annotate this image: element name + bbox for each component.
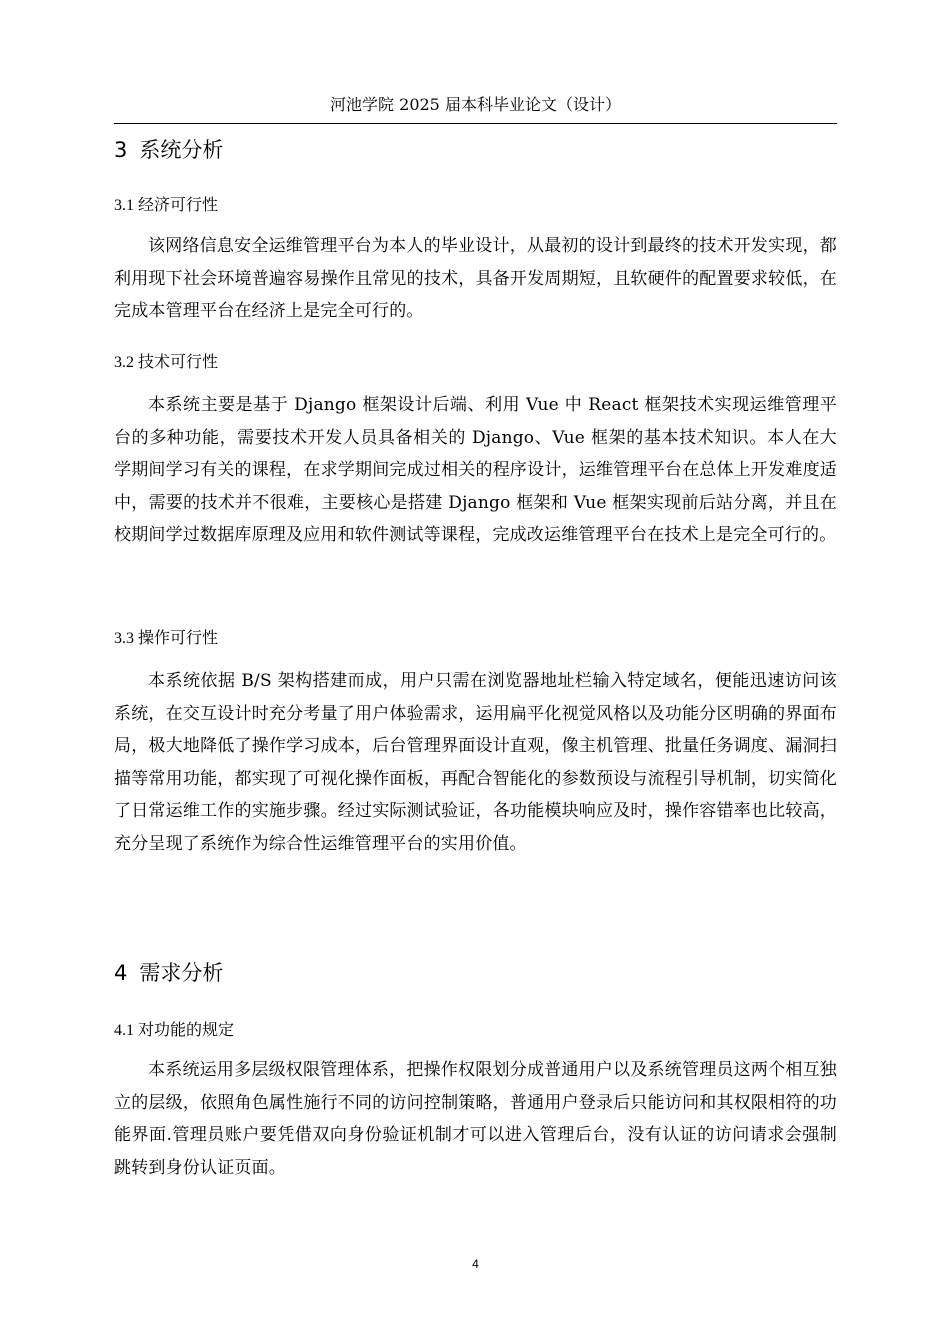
chapter-number: 3: [114, 138, 128, 162]
chapter-heading-3: [114, 135, 837, 165]
section-title: 操作可行性: [138, 628, 219, 647]
section-heading-3-1: [114, 193, 837, 218]
section-number: 3.2: [114, 354, 134, 371]
section-heading-4-1: [114, 1018, 837, 1043]
section-title: 对功能的规定: [138, 1020, 235, 1039]
section-number: 3.3: [114, 630, 134, 647]
section-heading-3-3: [114, 626, 837, 651]
chapter-heading-4: [114, 958, 837, 988]
header-rule: [114, 123, 837, 124]
running-header: 河池学院 2025 届本科毕业论文（设计）: [330, 95, 621, 114]
section-title: 技术可行性: [138, 352, 219, 371]
paragraph-economic-feasibility: 该网络信息安全运维管理平台为本人的毕业设计，从最初的设计到最终的技术开发实现，都利用现下社会环境普遍容易操作且常见的技术，具备开发周期短，且软硬件的配置要求较低，在完成本管理平台在经济上是完全可行的。: [114, 236, 837, 321]
paragraph-function-requirements: 本系统运用多层级权限管理体系，把操作权限划分成普通用户以及系统管理员这两个相互独立的层级，依照角色属性施行不同的访问控制策略，普通用户登录后只能访问和其权限相符的功能界面.管理员账户要凭借双向身份验证机制才可以进入管理后台，没有认证的访问请求会强制跳转到身份认证页面。: [114, 1060, 837, 1178]
section-title: 经济可行性: [138, 195, 219, 214]
chapter-title: 系统分析: [139, 138, 224, 162]
section-number: 3.1: [114, 197, 134, 214]
page-number: 4: [472, 1257, 479, 1271]
section-heading-3-2: [114, 350, 837, 375]
paragraph-technical-feasibility: 本系统主要是基于 Django 框架设计后端、利用 Vue 中 React 框架技术实现运维管理平台的多种功能，需要技术开发人员具备相关的 Django、Vue 框架的基本技术知识。本人在大学期间学习有关的课程，在求学期间完成过相关的程序设计，运维管理平台在总体上开发难度适中，需要的技术并不很难，主要核心是搭建 Django 框架和 Vue 框架实现前后站分离，并且在校期间学过数据库原理及应用和软件测试等课程，完成改运维管理平台在技术上是完全可行的。: [114, 395, 837, 545]
chapter-title: 需求分析: [139, 961, 224, 985]
section-number: 4.1: [114, 1022, 134, 1039]
chapter-number: 4: [114, 961, 128, 985]
paragraph-operational-feasibility: 本系统依据 B/S 架构搭建而成，用户只需在浏览器地址栏输入特定域名，便能迅速访问该系统，在交互设计时充分考量了用户体验需求，运用扁平化视觉风格以及功能分区明确的界面布局，极大地降低了操作学习成本，后台管理界面设计直观，像主机管理、批量任务调度、漏洞扫描等常用功能，都实现了可视化操作面板，再配合智能化的参数预设与流程引导机制，切实简化了日常运维工作的实施步骤。经过实际测试验证，各功能模块响应及时，操作容错率也比较高，充分呈现了系统作为综合性运维管理平台的实用价值。: [114, 671, 837, 854]
